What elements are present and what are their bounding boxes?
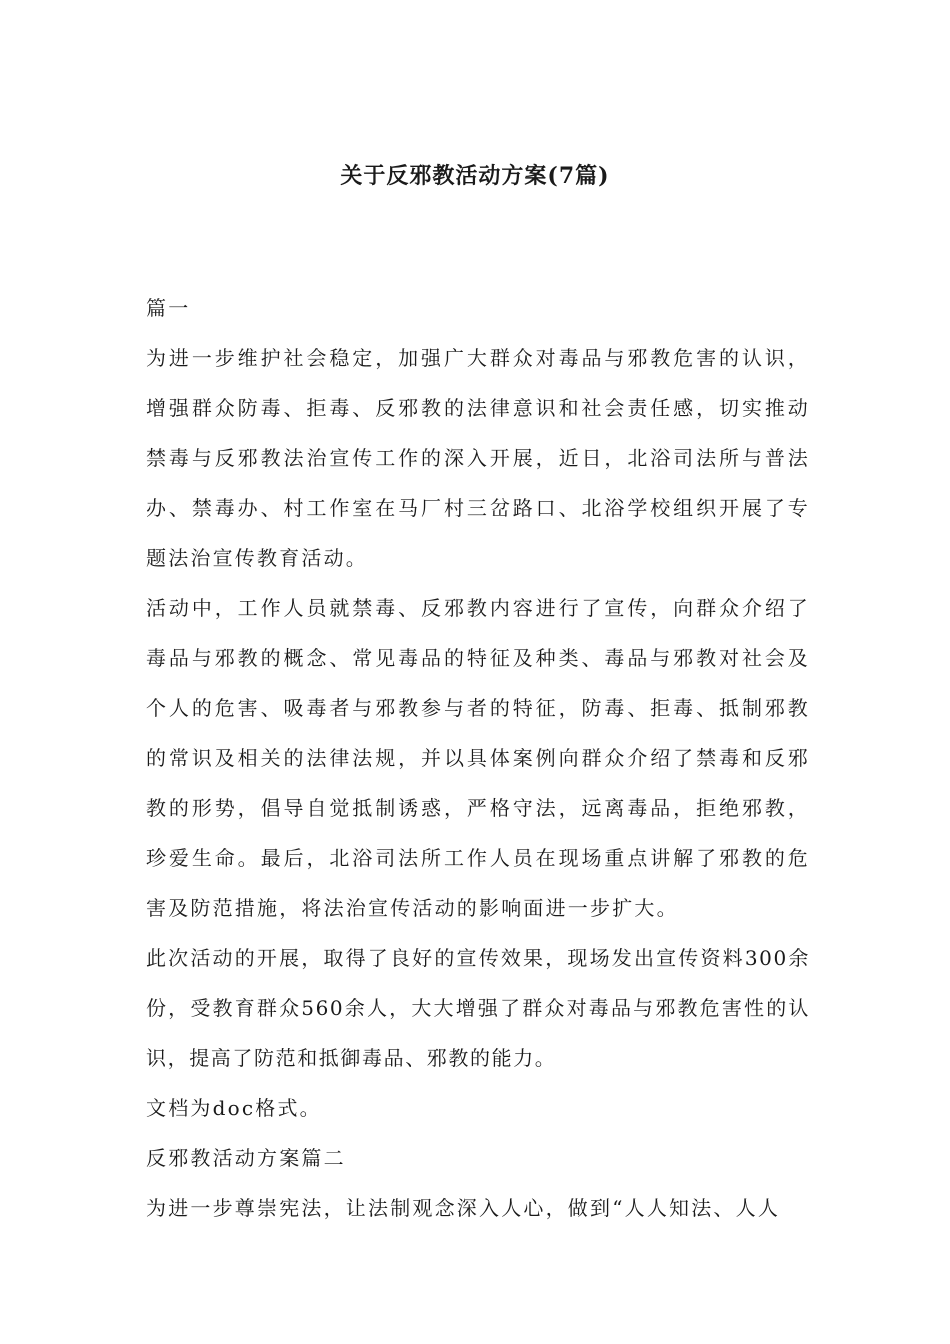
body-paragraph-5: 为进一步尊崇宪法，让法制观念深入人心，做到“人人知法、人人 — [146, 1196, 781, 1220]
body-paragraph-3: 此次活动的开展，取得了良好的宣传效果，现场发出宣传资料300余份，受教育群众560余人，大大增强了群众对毒品与邪教危害性的认识，提高了防范和抵御毒品、邪教的能力。 — [146, 946, 810, 1070]
document-title: 关于反邪教活动方案(7篇) — [340, 163, 610, 189]
body-paragraph-4: 文档为doc格式。 — [146, 1096, 322, 1120]
document-body — [146, 283, 810, 1233]
body-paragraph-2: 活动中，工作人员就禁毒、反邪教内容进行了宣传，向群众介绍了毒品与邪教的概念、常见毒品的特征及种类、毒品与邪教对社会及个人的危害、吸毒者与邪教参与者的特征，防毒、拒毒、抵制邪教的常识及相关的法律法规，并以具体案例向群众介绍了禁毒和反邪教的形势，倡导自觉抵制诱惑，严格守法，远离毒品，拒绝邪教，珍爱生命。最后，北浴司法所工作人员在现场重点讲解了邪教的危害及防范措施，将法治宣传活动的影响面进一步扩大。 — [146, 596, 810, 920]
section-heading-1: 篇一 — [146, 296, 191, 320]
section-heading-2: 反邪教活动方案篇二 — [146, 1146, 346, 1170]
body-paragraph-1: 为进一步维护社会稳定，加强广大群众对毒品与邪教危害的认识，增强群众防毒、拒毒、反邪教的法律意识和社会责任感，切实推动禁毒与反邪教法治宣传工作的深入开展，近日，北浴司法所与普法办、禁毒办、村工作室在马厂村三岔路口、北浴学校组织开展了专题法治宣传教育活动。 — [146, 346, 810, 570]
